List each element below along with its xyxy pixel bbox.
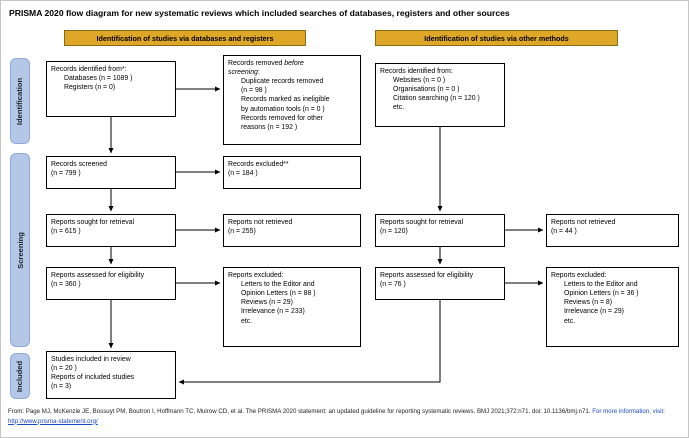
text-line: Records identified from: <box>380 68 453 75</box>
box-reports-assessed-other <box>375 267 505 300</box>
text-line: Reviews (n = 8) <box>564 299 613 307</box>
text-line: Reviews (n = 29) <box>241 299 293 307</box>
text-line: etc. <box>241 317 253 325</box>
stage-label-text: Identification <box>15 77 25 125</box>
header-other-methods: Identification of studies via other methods <box>375 30 618 46</box>
text-line: Reports excluded: <box>551 272 607 279</box>
header-databases-registers: Identification of studies via databases and registers <box>64 30 306 46</box>
box-studies-included <box>46 351 176 399</box>
citation-footer <box>8 407 686 426</box>
citation-line <box>8 407 686 417</box>
text-line: Registers (n = 0) <box>64 84 116 92</box>
text-line: Records excluded** <box>228 161 289 168</box>
text-line: (n = 20 ) <box>51 365 77 373</box>
box-records-identified-databases <box>46 61 176 117</box>
stage-label-text: Included <box>15 360 25 392</box>
text-line: (n = 120) <box>380 228 408 236</box>
text-line: by automation tools (n = 0 ) <box>241 105 325 113</box>
text-line: (n = 615 ) <box>51 228 81 236</box>
stage-label-screening <box>10 153 30 347</box>
page-title: PRISMA 2020 flow diagram for new systematic reviews which included searches of databases, registers and other sources <box>9 8 510 18</box>
text-span: Records removed <box>228 60 285 67</box>
stage-label-identification <box>10 58 30 144</box>
text-line <box>228 68 356 77</box>
text-line: Reports of included studies <box>51 374 135 382</box>
box-reports-sought-databases <box>46 214 176 247</box>
text-line: Letters to the Editor and <box>564 281 638 289</box>
text-line: (n = 799 ) <box>51 170 81 178</box>
text-line: Organisations (n = 0 ) <box>393 86 460 94</box>
text-line: Databases (n = 1089 ) <box>64 75 133 83</box>
stage-label-text: Screening <box>15 231 25 269</box>
text-line: Reports excluded: <box>228 272 284 279</box>
text-line: etc. <box>564 317 576 325</box>
text-line: Letters to the Editor and <box>241 281 315 289</box>
text-line: Reports sought for retrieval <box>51 219 135 226</box>
text-line: Reports sought for retrieval <box>380 219 464 226</box>
text-line: (n = 44 ) <box>551 228 577 236</box>
box-reports-excluded-databases <box>223 267 361 347</box>
italic-text: before <box>284 60 304 67</box>
box-records-identified-other <box>375 63 505 127</box>
text-line: Citation searching (n = 120 ) <box>393 95 480 103</box>
text-line <box>228 59 356 68</box>
text-line: (n = 360 ) <box>51 281 81 289</box>
text-line: Reports not retrieved <box>551 219 616 226</box>
text-line: Reports not retrieved <box>228 219 293 226</box>
text-line: (n = 3) <box>51 383 72 391</box>
box-reports-assessed-databases <box>46 267 176 300</box>
text-line: Duplicate records removed <box>241 78 324 86</box>
italic-text: screening <box>228 69 258 77</box>
box-reports-not-retrieved-other <box>546 214 679 247</box>
text-line: Opinion Letters (n = 36 ) <box>564 290 639 298</box>
box-reports-sought-other <box>375 214 505 247</box>
text-line: Records removed for other <box>241 114 323 122</box>
text-line: Websites (n = 0 ) <box>393 77 446 85</box>
citation-link-line <box>8 417 686 427</box>
text-line: etc. <box>393 104 405 112</box>
stage-label-included <box>10 353 30 399</box>
text-line: Reports assessed for eligibility <box>380 272 474 279</box>
text-line: Irrelevance (n = 29) <box>564 308 624 316</box>
text-line: Opinion Letters (n = 88 ) <box>241 290 316 298</box>
text-line: (n = 184 ) <box>228 170 258 178</box>
text-line: Irrelevance (n = 233) <box>241 308 305 316</box>
box-reports-excluded-other <box>546 267 679 347</box>
box-records-screened <box>46 156 176 189</box>
box-reports-not-retrieved-databases <box>223 214 361 247</box>
box-records-removed <box>223 55 361 145</box>
prisma-statement-link[interactable]: http://www.prisma-statement.org/ <box>8 417 98 425</box>
text-line: (n = 76 ) <box>380 281 406 289</box>
text-line: Records identified from*: <box>51 66 127 73</box>
text-line: reasons (n = 192 ) <box>241 123 298 131</box>
box-records-excluded <box>223 156 361 189</box>
text-line: Studies included in review <box>51 356 131 363</box>
text-line: Reports assessed for eligibility <box>51 272 145 279</box>
text-line: (n = 98 ) <box>241 87 267 95</box>
text-line: (n = 255) <box>228 228 256 236</box>
text-line: Records marked as ineligible <box>241 96 330 104</box>
text-span: : <box>257 69 260 77</box>
text-line: Records screened <box>51 161 107 168</box>
more-info-text: For more information, visit: <box>592 408 665 415</box>
citation-text: From: Page MJ, McKenzie JE, Bossuyt PM, Boutron I, Hoffmann TC, Mulrow CD, et al. The PRISMA 2020 statement: an updated guideline for reporting systematic reviews. BMJ 2021;372:n71. doi: 10.1136/bmj.n71. <box>8 408 591 415</box>
